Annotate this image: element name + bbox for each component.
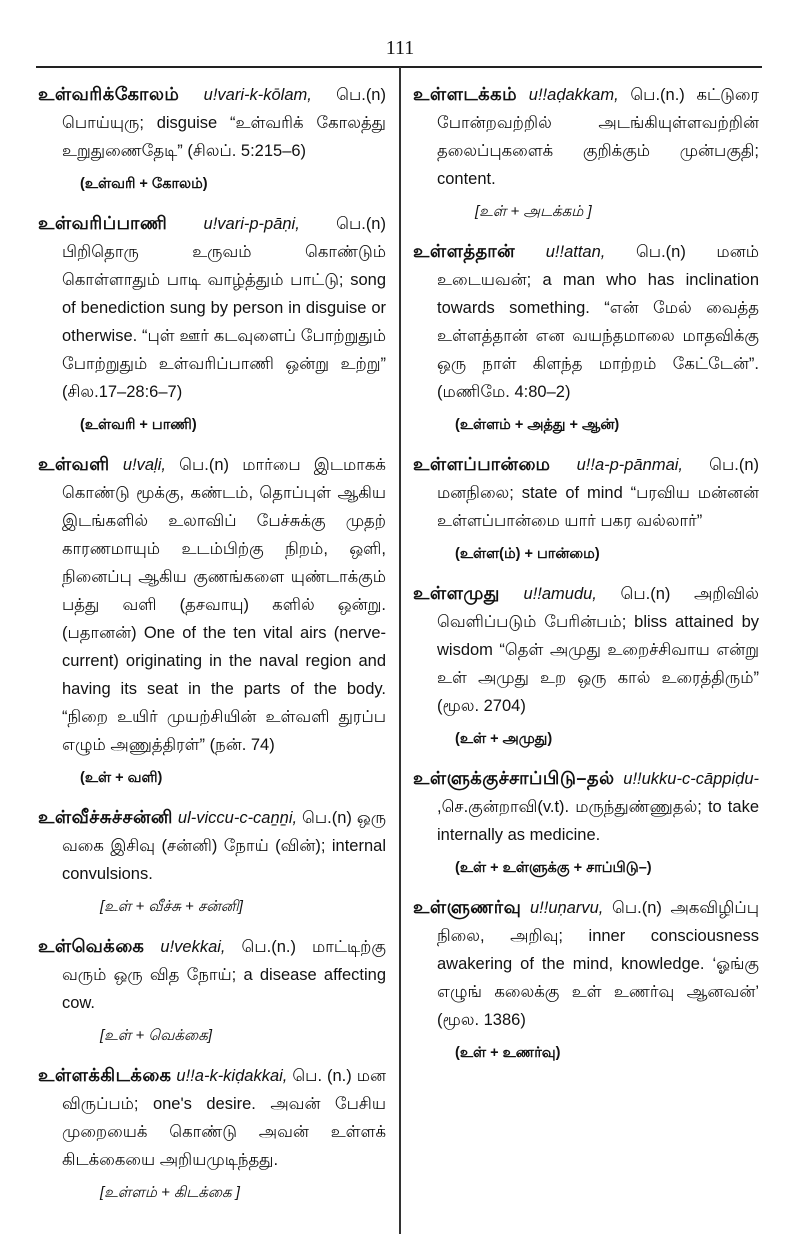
- etymology: (உள் + வளி): [80, 770, 163, 786]
- etymology: (உள்ளம் + அத்து + ஆன்): [455, 417, 620, 433]
- part-of-speech: பெ.(n): [302, 809, 352, 827]
- definition: அறிவில் வெளிப்படும் பேரின்பம்; bliss attained by wisdom “தெள் அமுது உறைச்சிவாய என்று உள் அமுது உற ஒரு கால் உரைத்திரும்” (மூல. 2704): [437, 585, 759, 715]
- etymology: (உள் + உணர்வு): [455, 1045, 561, 1061]
- part-of-speech: பெ.(n): [620, 585, 671, 603]
- page-number: 111: [385, 37, 415, 59]
- transliteration: u!!uṇarvu,: [529, 899, 604, 917]
- etymology: [உள் + வெக்கை]: [100, 1027, 212, 1044]
- definition: மாட்டிற்கு வரும் ஒரு வித நோய்; a disease affecting cow.: [62, 938, 386, 1012]
- definition: பொய்யுரு; disguise “உள்வரிக் கோலத்து உறுதுணைதேடி” (சிலப். 5:215–6): [62, 114, 386, 160]
- etymology: (உள்வரி + பாணி): [80, 417, 197, 433]
- headword: உள்வரிப்பாணி: [38, 213, 168, 233]
- definition: ,செ.குன்றாவி(v.t). மருந்துண்ணுதல்; to take internally as medicine.: [437, 798, 759, 844]
- headword: உள்வரிக்கோலம்: [38, 84, 180, 104]
- dictionary-entry: [413, 893, 759, 1034]
- dictionary-entry: [38, 209, 386, 406]
- dictionary-entry: [38, 803, 386, 888]
- dictionary-entry: [413, 579, 759, 720]
- headword: உள்ளுக்குச்சாப்பிடு–தல்: [413, 768, 615, 788]
- etymology: (உள் + அமுது): [455, 731, 553, 747]
- etymology: [உள் + அடக்கம் ]: [475, 203, 592, 220]
- part-of-speech: பெ.(n): [179, 456, 230, 474]
- part-of-speech: பெ.(n): [612, 899, 662, 917]
- etymology: (உள்வரி + கோலம்): [80, 176, 208, 192]
- definition: ஒரு வகை இசிவு (சன்னி) நோய் (வின்); internal convulsions.: [62, 809, 386, 883]
- headword: உள்ளமுது: [413, 583, 500, 603]
- part-of-speech: பெ. (n.): [292, 1067, 352, 1085]
- dictionary-entry: [413, 764, 759, 849]
- part-of-speech: பெ.(n.): [630, 86, 685, 104]
- headword: உள்ளப்பான்மை: [413, 454, 551, 474]
- left-column: [38, 80, 386, 1234]
- dictionary-entry: [413, 80, 759, 193]
- definition: மனம் உடையவன்; a man who has inclination towards something. “என் மேல் வைத்த உள்ளத்தான் என வயந்தமாலை மாதவிக்கு ஒரு நாள் கிளந்த மாற்றம் கேட்டேன்”. (மணிமே. 4:80–2): [437, 243, 759, 401]
- transliteration: u!vari-k-kōlam,: [203, 86, 312, 104]
- dictionary-entry: [413, 450, 759, 535]
- dictionary-entry: [38, 450, 386, 759]
- definition: மார்பை இடமாகக் கொண்டு மூக்கு, கண்டம், தொப்புள் ஆகிய இடங்களில் உலாவிப் பேச்சுக்கு முதற் காரணமாயும் உடம்பிற்கு நிறம், ஒளி, நினைப்பு ஆகிய குணங்களை யுண்டாக்கும் பத்து வளி (தசவாயு) களில் ஒன்று. (பதானன்) One of the ten vital airs (nerve-current) originating in the naval region and having its seat in the parts of the body. “நிறை உயிர் முயற்சியின் உள்வளி துரப்ப எழும் அணுத்திரள்” (நன். 74): [62, 456, 386, 754]
- right-column: [413, 80, 759, 1094]
- transliteration: u!!attan,: [545, 243, 606, 261]
- dictionary-entry: [413, 237, 759, 406]
- headword: உள்ளத்தான்: [413, 241, 516, 261]
- definition: மனநிலை; state of mind “பரவிய மன்னன் உள்ளப்பான்மை யார் பகர வல்லார்”: [437, 484, 759, 530]
- headword: உள்வீச்சுச்சன்னி: [38, 807, 173, 827]
- etymology: (உள்ள(ம்) + பான்மை): [455, 546, 600, 562]
- part-of-speech: பெ.(n): [635, 243, 686, 261]
- column-divider: [399, 67, 401, 1234]
- definition: கட்டுரை போன்றவற்றில் அடங்கியுள்ளவற்றின் தலைப்புகளைக் குறிக்கும் முன்பகுதி; content.: [437, 86, 759, 188]
- transliteration: u!!aḍakkam,: [528, 86, 619, 104]
- headword: உள்ளடக்கம்: [413, 84, 518, 104]
- headword: உள்வெக்கை: [38, 936, 145, 956]
- etymology: [உள் + வீச்சு + சன்னி]: [100, 898, 243, 915]
- transliteration: u!!a-p-pānmai,: [576, 456, 683, 474]
- headword: உள்ளக்கிடக்கை: [38, 1065, 172, 1085]
- part-of-speech: பெ.(n.): [241, 938, 296, 956]
- transliteration: u!!amudu,: [523, 585, 597, 603]
- headword: உள்வளி: [38, 454, 110, 474]
- transliteration: ul-viccu-c-caṉṉi,: [177, 809, 298, 827]
- dictionary-entry: [38, 80, 386, 165]
- etymology: (உள் + உள்ளுக்கு + சாப்பிடு–): [455, 860, 652, 876]
- dictionary-entry: [38, 1061, 386, 1174]
- part-of-speech: பெ.(n): [709, 456, 759, 474]
- transliteration: u!!a-k-kiḍakkai,: [176, 1067, 288, 1085]
- definition: மன விருப்பம்; one's desire. அவன் பேசிய முறையைக் கொண்டு அவன் உள்ளக் கிடக்கையை அறியமுடிந்தது.: [62, 1067, 386, 1169]
- dictionary-entry: [38, 932, 386, 1017]
- transliteration: u!vaḷi,: [122, 456, 166, 474]
- etymology: [உள்ளம் + கிடக்கை ]: [100, 1184, 240, 1201]
- part-of-speech: பெ.(n): [336, 215, 386, 233]
- definition: பிறிதொரு உருவம் கொண்டும் கொள்ளாதும் பாடி வாழ்த்தும் பாட்டு; song of benediction sung by person in disguise or otherwise. “புள் ஊர் கடவுளைப் போற்றுதும் போற்றுதும் உள்வரிப்பாணி ஒன்று உற்று” (சில.17–28:6–7): [62, 243, 386, 401]
- transliteration: u!vekkai,: [160, 938, 226, 956]
- transliteration: u!!ukku-c-cāppiḍu-: [623, 770, 759, 788]
- headword: உள்ளுணர்வு: [413, 897, 522, 917]
- transliteration: u!vari-p-pāṇi,: [203, 215, 300, 233]
- definition: அகவிழிப்பு நிலை, அறிவு; inner consciousness awakering of the mind, knowledge. ‘ஓங்கு எழுங் கலைக்கு உள் உணர்வு ஆனவன்’ (மூல. 1386): [437, 899, 759, 1029]
- part-of-speech: பெ.(n): [336, 86, 386, 104]
